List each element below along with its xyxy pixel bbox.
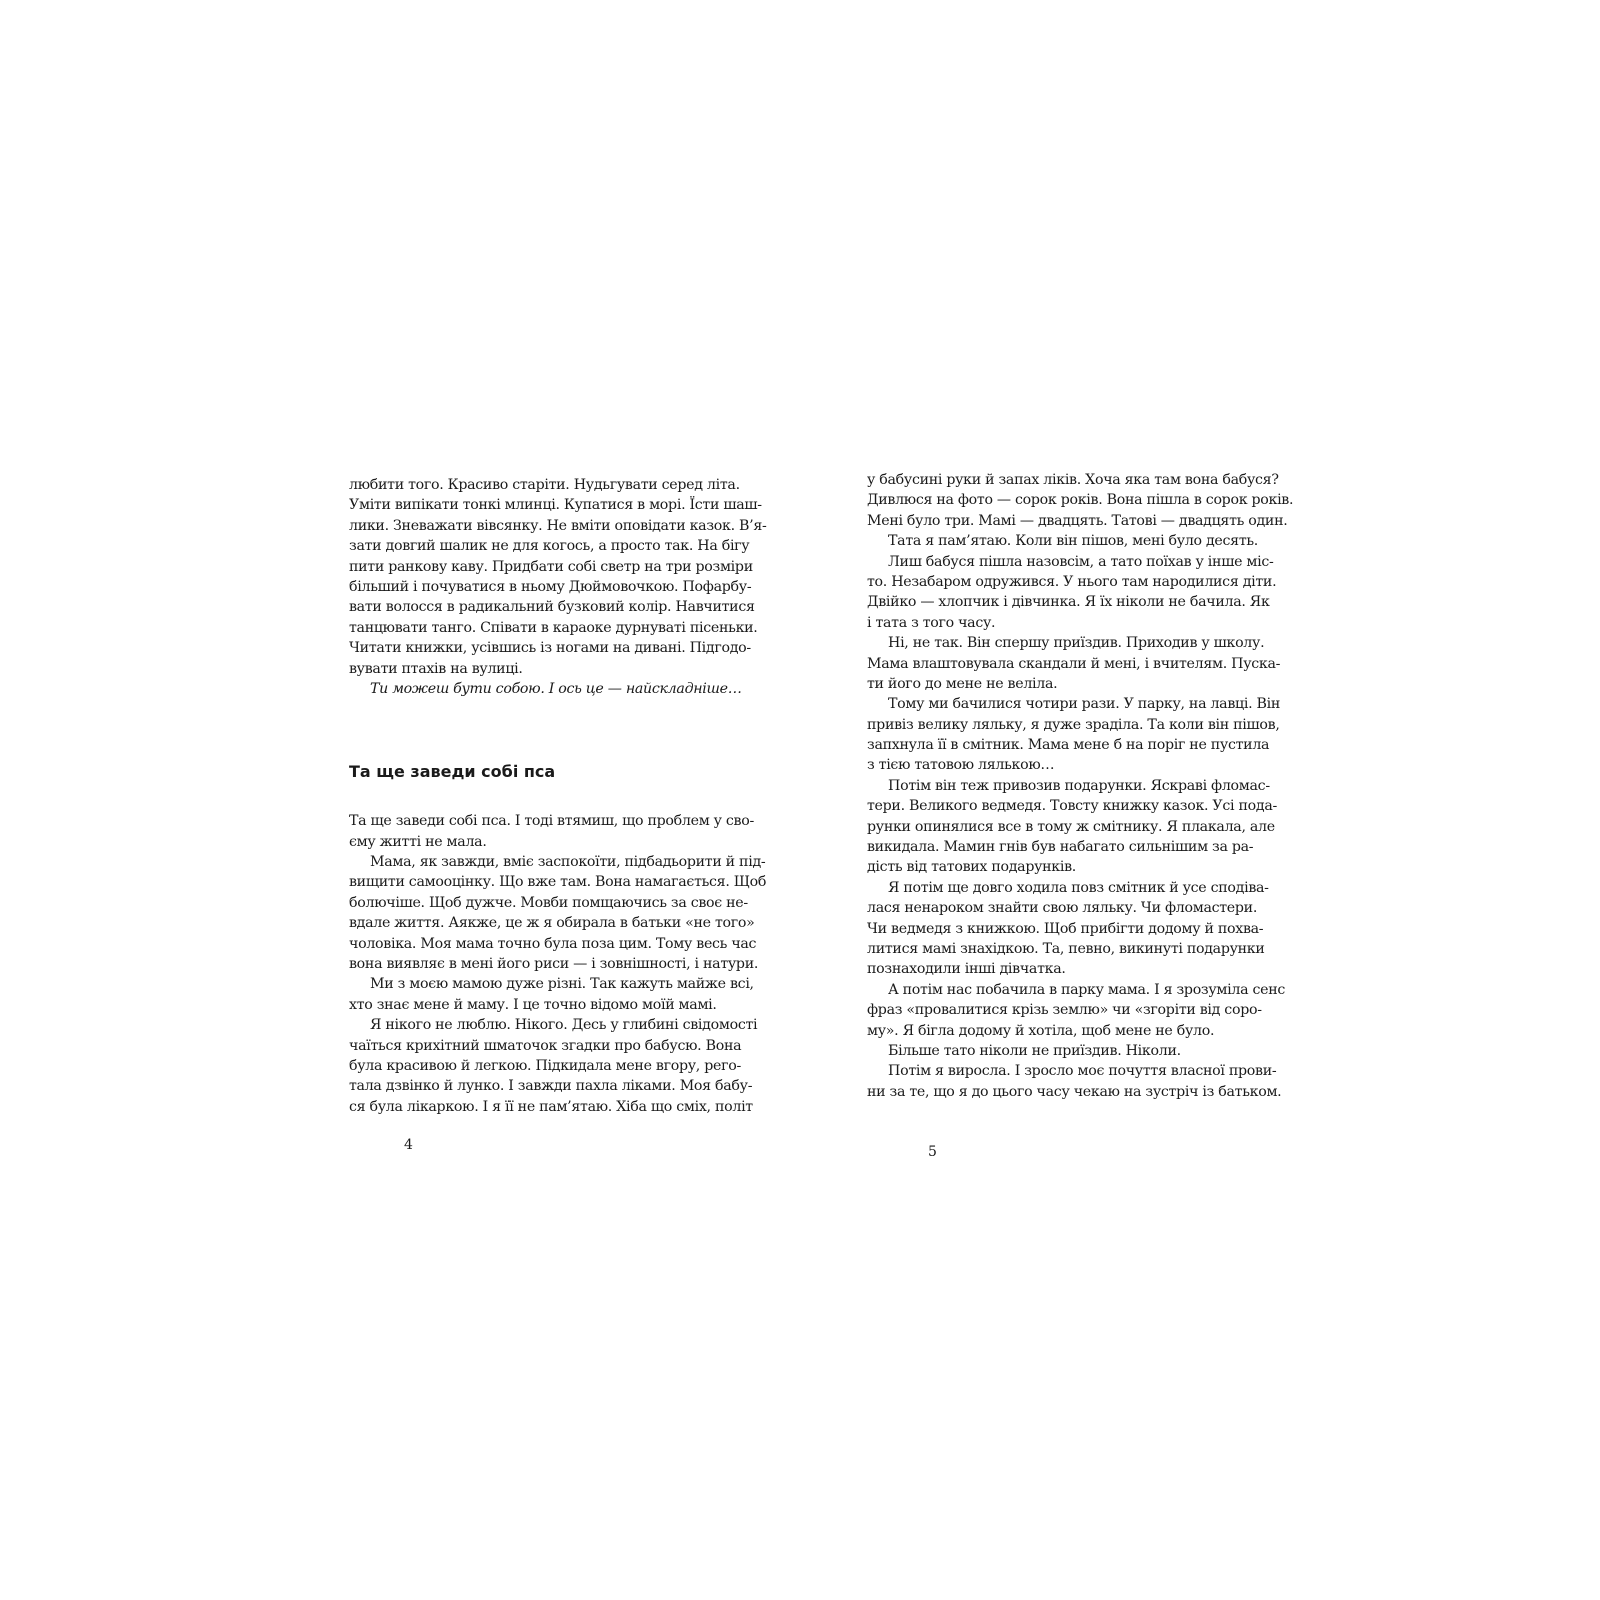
text-line: Більше тато ніколи не приїздив. Ніколи. xyxy=(888,1042,1181,1059)
text-line: ни за те, що я до цього часу чекаю на зустріч із батьком. xyxy=(867,1083,1282,1100)
text-line: литися мамі знахідкою. Та, певно, викинуті подарунки xyxy=(867,940,1265,957)
text-line: Я нікого не люблю. Нікого. Десь у глибині свідомості xyxy=(370,1017,758,1034)
text-line: Тому ми бачилися чотири рази. У парку, на лавці. Він xyxy=(888,696,1281,713)
right-page xyxy=(867,470,1294,1102)
text-line: вувати птахів на вулиці. xyxy=(349,660,523,677)
text-line: чаїться крихітний шматочок згадки про бабусю. Вона xyxy=(349,1037,742,1054)
text-line: Я потім ще довго ходила повз смітник й усе сподіва- xyxy=(888,879,1269,896)
text-line: рунки опинялися все в тому ж смітнику. Я плакала, але xyxy=(867,818,1275,835)
left-page xyxy=(349,475,767,1117)
text-line: тала дзвінко й лунко. І завжди пахла ліками. Моя бабу- xyxy=(349,1078,753,1095)
left-top-text xyxy=(349,475,767,699)
text-line: дість від татових подарунків. xyxy=(867,859,1077,876)
text-line: тери. Великого ведмедя. Товсту книжку казок. Усі пода- xyxy=(867,798,1277,815)
text-line: фраз «провалитися крізь землю» чи «згоріти від соро- xyxy=(867,1002,1262,1019)
text-line: чоловіка. Моя мама точно була поза цим. Тому весь час xyxy=(349,935,757,952)
text-line: танцювати танго. Співати в караоке дурнуваті пісеньки. xyxy=(349,619,758,636)
chapter-heading: Та ще заведи собі пса xyxy=(349,762,556,782)
page-number-right: 5 xyxy=(928,1144,937,1160)
text-line: Дивлюся на фото — сорок років. Вона пішла в сорок років. xyxy=(867,492,1294,509)
text-line: Уміти випікати тонкі млинці. Купатися в морі. Їсти шаш- xyxy=(349,497,762,514)
text-line: запхнула її в смітник. Мама мене б на поріг не пустила xyxy=(867,737,1270,754)
text-line: і тата з того часу. xyxy=(867,614,996,631)
text-line: Та ще заведи собі пса. І тоді втямиш, що проблем у сво- xyxy=(349,813,754,830)
right-body-text xyxy=(867,470,1294,1102)
text-line: лася ненароком знайти свою ляльку. Чи фломастери. xyxy=(867,900,1258,917)
text-line: Мама влаштовувала скандали й мені, і вчителям. Пуска- xyxy=(867,655,1281,672)
text-line: привіз велику ляльку, я дуже зраділа. Та коли він пішов, xyxy=(867,716,1280,733)
text-line: Двійко — хлопчик і дівчинка. Я їх ніколи не бачила. Як xyxy=(867,594,1270,611)
text-line: то. Незабаром одружився. У нього там народилися діти. xyxy=(867,573,1277,590)
text-line: Потім він теж привозив подарунки. Яскраві фломас- xyxy=(888,777,1270,794)
text-line: вищити самооцінку. Що вже там. Вона намагається. Щоб xyxy=(349,874,767,891)
text-line: викидала. Мамин гнів був набагато сильнішим за ра- xyxy=(867,839,1254,856)
text-line: Ні, не так. Він спершу приїздив. Приходив у школу. xyxy=(888,635,1265,652)
text-line: Потім я виросла. І зросло моє почуття власної прови- xyxy=(888,1063,1277,1080)
text-line: ся була лікаркою. І я її не пам’ятаю. Хіба що сміх, політ xyxy=(349,1098,753,1115)
text-line: му». Я бігла додому й хотіла, щоб мене не було. xyxy=(867,1022,1215,1039)
text-line: хто знає мене й маму. І це точно відомо моїй мамі. xyxy=(349,996,717,1013)
text-line: вона виявляє в мені його риси — і зовнішності, і натури. xyxy=(349,956,759,973)
text-line: Мені було три. Мамі — двадцять. Татові — двадцять один. xyxy=(867,512,1288,529)
text-line: єму житті не мала. xyxy=(349,833,487,850)
text-line: познаходили інші дівчатка. xyxy=(867,961,1066,978)
text-line: А потім нас побачила в парку мама. І я зрозуміла сенс xyxy=(888,981,1286,998)
text-line: Чи ведмедя з книжкою. Щоб прибігти додому й похва- xyxy=(867,920,1264,937)
text-line: любити того. Красиво старіти. Нудьгувати серед літа. xyxy=(349,477,740,493)
left-body-text xyxy=(349,811,767,1117)
text-line: у бабусині руки й запах ліків. Хоча яка там вона бабуся? xyxy=(867,472,1279,488)
page-number-left: 4 xyxy=(404,1137,413,1153)
text-line: болючіше. Щоб дужче. Мовби помщаючись за своє не- xyxy=(349,894,748,911)
text-line: Мама, як завжди, вміє заспокоїти, підбадьорити й під- xyxy=(370,854,766,871)
text-line: з тією татовою лялькою… xyxy=(867,757,1055,774)
text-line: зати довгий шалик не для когось, а просто так. На бігу xyxy=(349,538,750,555)
text-line: Ми з моєю мамою дуже різні. Так кажуть майже всі, xyxy=(370,976,754,993)
text-line: була красивою й легкою. Підкидала мене вгору, рего- xyxy=(349,1057,741,1074)
text-line: вати волосся в радикальний бузковий колір. Навчитися xyxy=(349,599,755,616)
text-line: пити ранкову каву. Придбати собі светр на три розміри xyxy=(349,558,753,575)
text-line: Читати книжки, усівшись із ногами на дивані. Підгодо- xyxy=(349,640,751,657)
text-line: більший і почуватися в ньому Дюймовочкою. Пофарбу- xyxy=(349,578,752,595)
text-line: Лиш бабуся пішла назовсім, а тато поїхав у інше міс- xyxy=(888,553,1274,570)
text-line: вдале життя. Аякже, це ж я обирала в батьки «не того» xyxy=(349,915,755,932)
text-line: Тата я пам’ятаю. Коли він пішов, мені було десять. xyxy=(888,533,1259,550)
text-line: лики. Зневажати вівсянку. Не вміти оповідати казок. В’я- xyxy=(349,517,767,534)
text-line: ти його до мене не веліла. xyxy=(867,675,1058,692)
text-line: Ти можеш бути собою. І ось це — найскладніше… xyxy=(370,680,742,697)
